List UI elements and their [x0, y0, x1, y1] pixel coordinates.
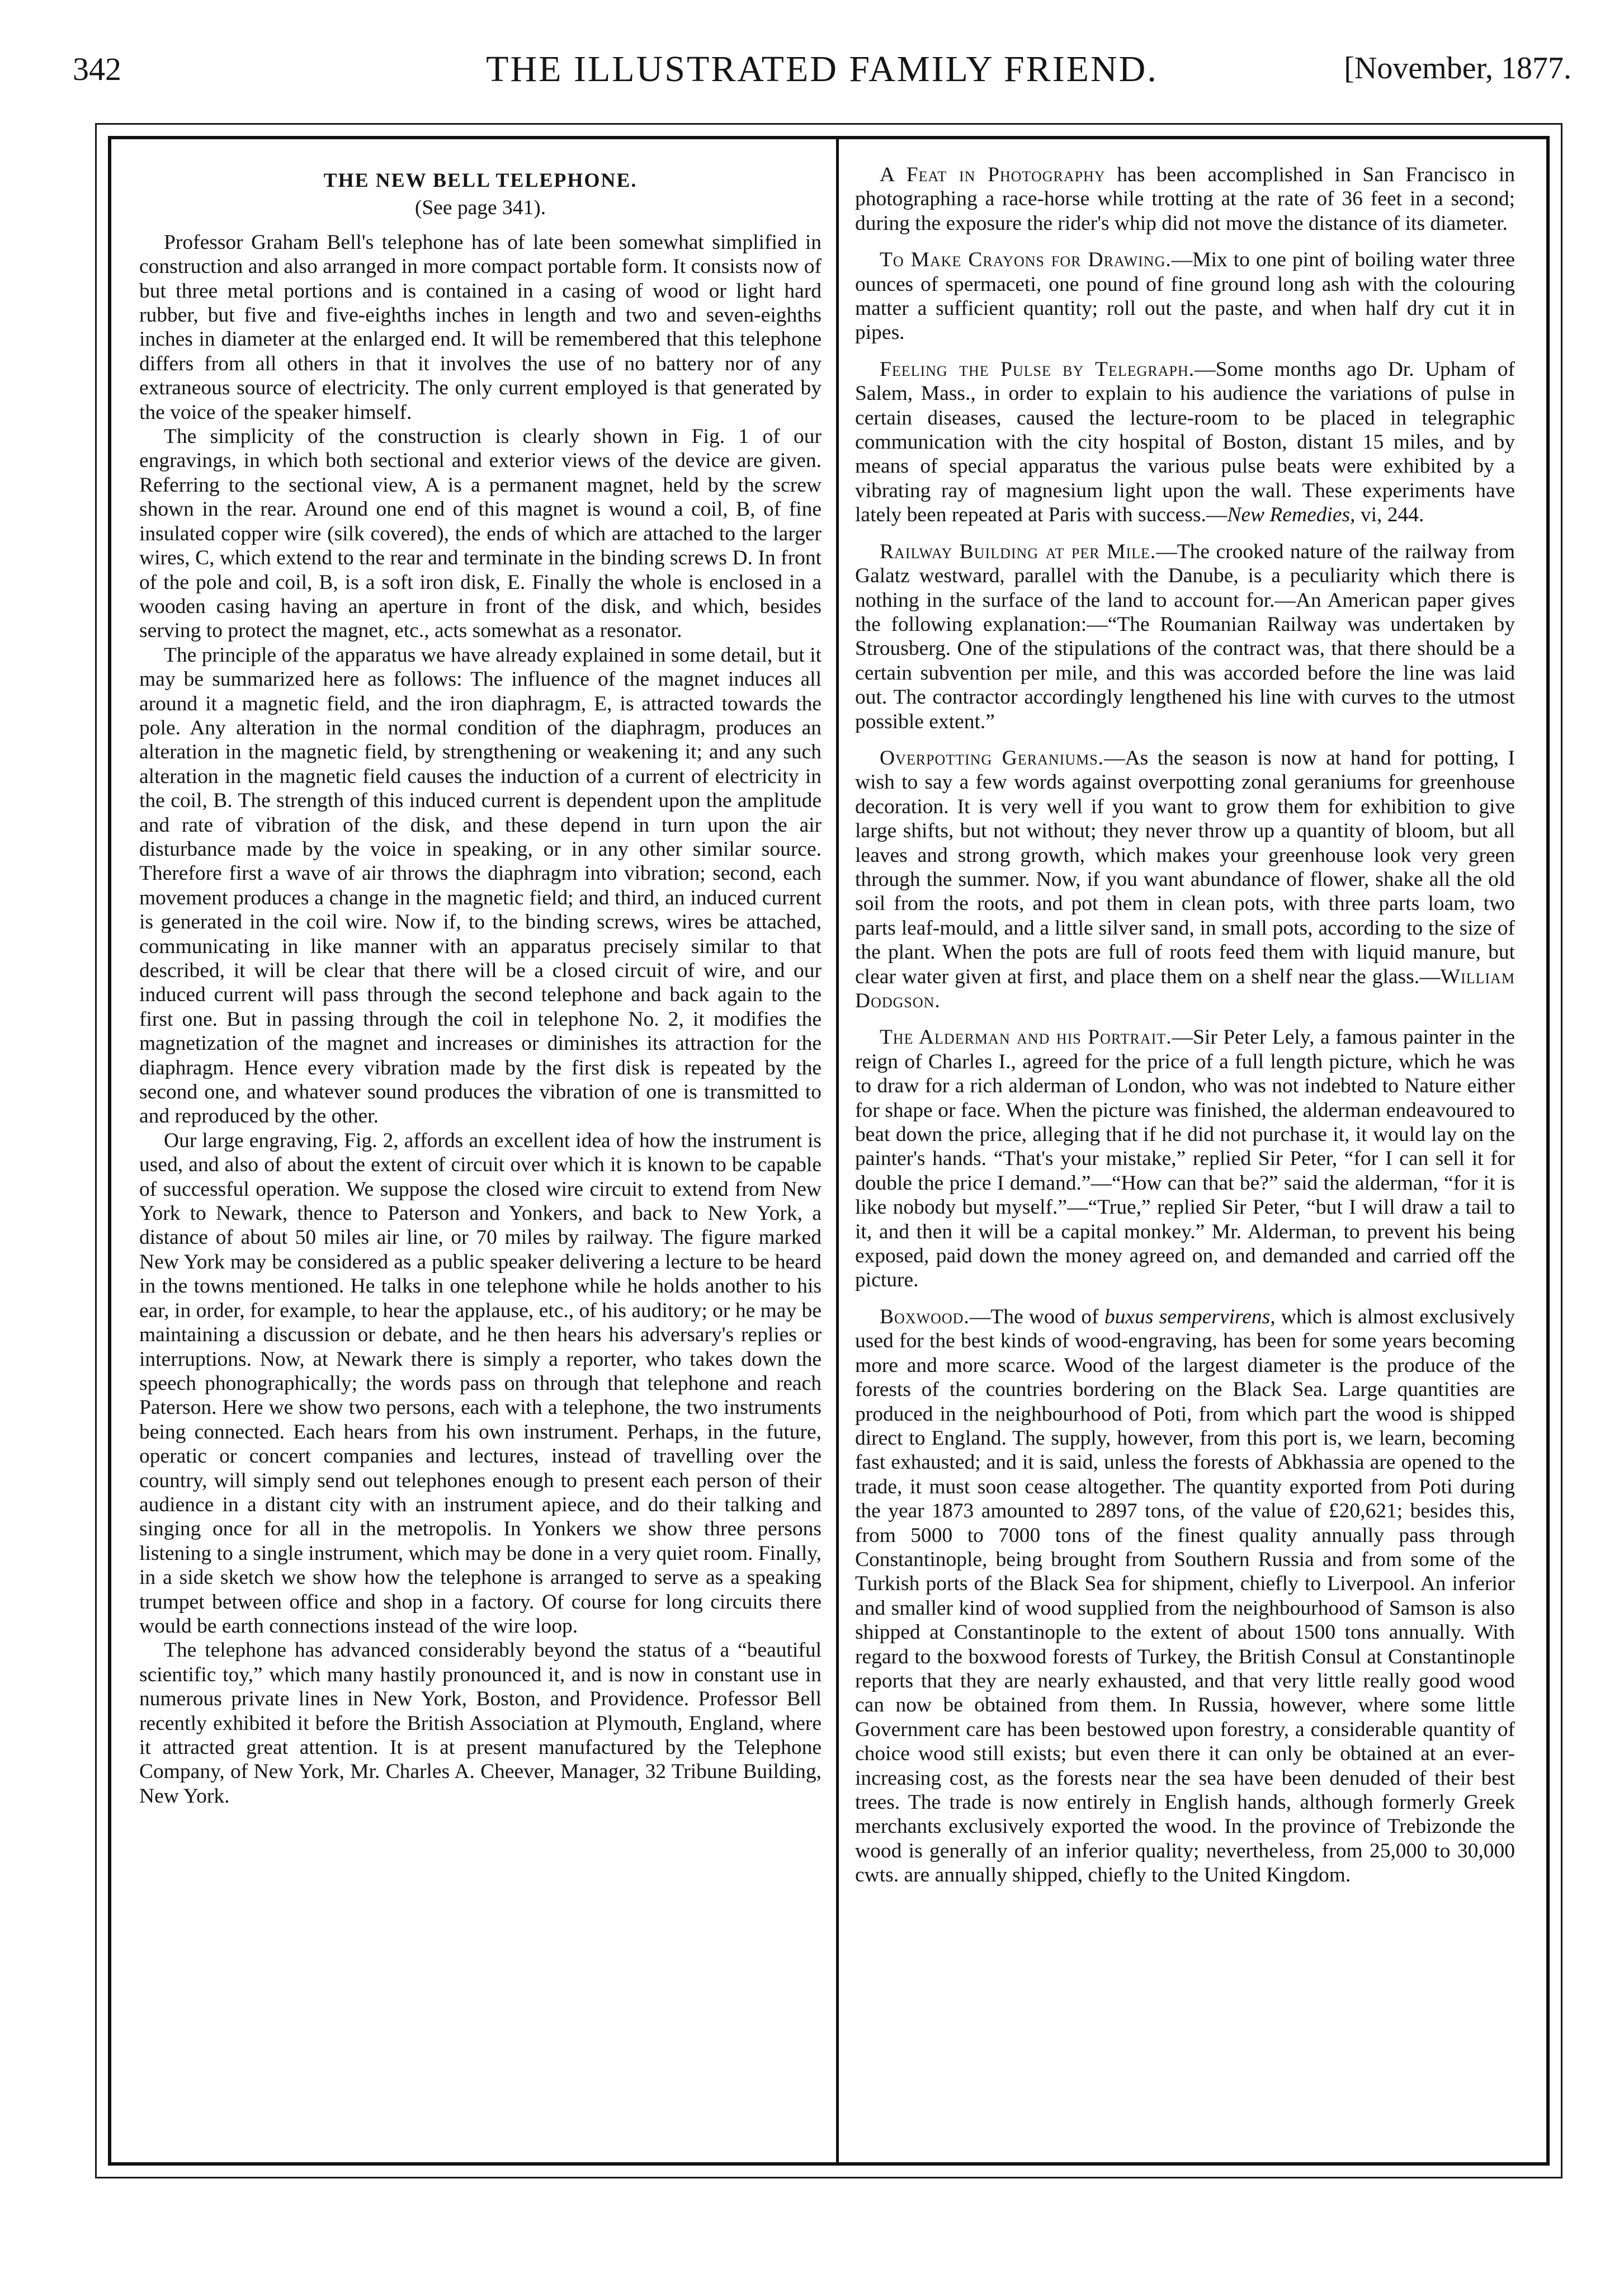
item-lead: Railway Building at per Mile. — [880, 540, 1156, 563]
article-paragraph-2: The simplicity of the construction is clearly shown in Fig. 1 of our engravings, in which both sectional and exterior views of the device are given. Referring to the sectional view, A is a permanent magnet, held by the screw shown in the rear. Around one end of this magnet is wound a coil, B, of fine insulated copper wire (silk covered), the ends of which are attached to the larger wires, C, which extend to the rear and terminate in the binding screws D. In front of the pole and coil, B, is a soft iron disk, E. Finally the whole is enclosed in a wooden casing having an aperture in front of the disk, and which, besides serving to protect the magnet, etc., acts somewhat as a resonator. — [139, 425, 822, 643]
item-lead: Boxwood. — [880, 1305, 970, 1328]
item-text-tail: which is almost exclusively used for the best kinds of wood-engraving, has been for some years becoming more and more scarce. Wood of the largest diameter is the produce of the forests of the countries bordering on the Black Sea. Large quantities are produced in the neighbourhood of Poti, from which part the wood is shipped direct to England. The supply, however, from this port is, we learn, becoming fast exhausted; and it is said, unless the forests of Abkhassia are opened to the trade, it must soon cease altogether. The quantity exported from Poti during the year 1873 amounted to 2897 tons, of the value of £20,621; besides this, from 5000 to 7000 tons of the finest quality annually pass through Constantinople, being brought from Southern Russia and from some of the Turkish ports of the Black Sea for shipment, chiefly to Liverpool. An inferior and smaller kind of wood supplied from the neighbourhood of Samson is also shipped at Constantinople to the extent of about 1500 tons annually. With regard to the boxwood forests of Turkey, the British Consul at Constantinople reports that they are nearly exhausted, and that very little really good wood can now be obtained from them. In Russia, however, where some little Government care has been bestowed upon forestry, a considerable quantity of choice wood still exists; but even there it can only be obtained at an ever-increasing cost, as the forests near the sea have been denuded of their best trees. The trade is now entirely in English hands, although formerly Greek merchants exclusively exported the wood. In the province of Trebizonde the wood is generally of an inferior quality; nevertheless, from 25,000 to 30,000 cwts. are annually shipped, chiefly to the United Kingdom. — [855, 1305, 1515, 1887]
page-frame-inner — [108, 136, 1550, 2166]
item-pulse-telegraph — [855, 357, 1515, 527]
item-text: —The crooked nature of the railway from Galatz westward, parallel with the Danube, is a peculiarity which there is nothing in the surface of the land to account for.—An American paper gives the following explanation:—“The Roumanian Railway was undertaken by Strousberg. One of the stipulations of the contract was, that there should be a certain subvention per mile, and this was accorded before the line was laid out. The contractor accordingly lengthened his line with curves to the utmost possible extent.” — [855, 540, 1515, 733]
page-frame — [95, 123, 1562, 2178]
item-lead: To Make Crayons for Drawing. — [880, 248, 1172, 272]
item-signature: William Dodgson. — [855, 965, 1515, 1012]
running-title: THE ILLUSTRATED FAMILY FRIEND. — [486, 49, 1158, 89]
left-column — [139, 163, 822, 2145]
item-lead: The Alderman and his Portrait. — [880, 1026, 1172, 1049]
item-text: —The wood of — [969, 1305, 1104, 1328]
item-railway — [855, 540, 1515, 734]
article-title: THE NEW BELL TELEPHONE. — [323, 169, 638, 191]
page-number: 342 — [73, 51, 121, 87]
page-header — [73, 50, 1571, 101]
item-lead: Feeling the Pulse by Telegraph. — [880, 357, 1195, 381]
article-subtitle: (See page 341). — [414, 196, 546, 220]
item-boxwood — [855, 1305, 1515, 1888]
issue-date: [November, 1877. — [1344, 51, 1571, 86]
item-crayons — [855, 248, 1515, 345]
item-text: —Some months ago Dr. Upham of Salem, Mass., in order to explain to his audience the variations of pulse in certain diseases, caused the lecture-room to be placed in telegraphic communication with the city hospital of Boston, distant 15 miles, and by means of special apparatus the various pulse beats were exhibited by a vibrating ray of magnesium light upon the wall. These experiments have lately been repeated at Paris with success.— — [855, 357, 1515, 527]
article-paragraph-4: Our large engraving, Fig. 2, affords an excellent idea of how the instrument is used, and also of about the extent of circuit over which it is known to be capable of successful operation. We suppose the closed wire circuit to extend from New York to Newark, thence to Paterson and Yonkers, and back to New York, a distance of about 50 miles air line, or 70 miles by railway. The figure marked New York may be considered as a public speaker delivering a lecture to be heard in the towns mentioned. He talks in one telephone while he holds another to his ear, in order, for example, to hear the applause, etc., of his auditory; or he may be maintaining a discussion or debate, and he then hears his adversary's replies or interruptions. Now, at Newark there is simply a reporter, who takes down the speech phonographically; the words pass on through that telephone and reach Paterson. Here we show two persons, each with a telephone, the two instruments being connected. Each hears from his own instrument. Perhaps, in the future, operatic or concert companies and lectures, instead of travelling over the country, will simply send out telephones enough to present each person of their audience in a distant city with an instrument apiece, and do their talking and singing once for all in the metropolis. In Yonkers we show three persons listening to a single instrument, which may be done in a very quiet room. Finally, in a side sketch we show how the telephone is arranged to serve as a speaking trumpet between office and shop in a factory. Of course for long circuits there would be earth connections instead of the wire loop. — [139, 1129, 822, 1638]
item-text-tail: vi, 244. — [1355, 503, 1424, 527]
item-geraniums — [855, 746, 1515, 1013]
item-lead: A Feat in Photography — [880, 163, 1106, 186]
item-photography — [855, 163, 1515, 235]
article-paragraph-3: The principle of the apparatus we have already explained in some detail, but it may be summarized here as follows: The influence of the magnet induces all around it a magnetic field, and the iron diaphragm, E, is attracted towards the pole. Any alteration in the normal condition of the diaphragm, produces an alteration in the magnetic field, by strengthening or weakening it; and any such alteration in the magnetic field causes the induction of a current of electricity in the coil, B. The strength of this induced current is dependent upon the amplitude and rate of vibration of the disk, and these depend in turn upon the air disturbance made by the voice in speaking, or in any other similar source. Therefore first a wave of air throws the diaphragm into vibration; second, each movement produces a change in the magnetic field; and third, an induced current is generated in the coil wire. Now if, to the binding screws, wires be attached, communicating in like manner with an apparatus precisely similar to that described, it will be clear that there will be a closed circuit of wire, and our induced current will pass through the second telephone and back again to the first one. But in passing through the coil in telephone No. 2, it modifies the magnetization of the magnet and increases or diminishes its attraction for the diaphragm. Hence every vibration made by the first disk is repeated by the second one, and whatever sound produces the vibration of one is transmitted to and reproduced by the other. — [139, 643, 822, 1128]
item-text: —Sir Peter Lely, a famous painter in the reign of Charles I., agreed for the price of a full length picture, which he was to draw for a rich alderman of London, who was not indebted to Nature either for shape or face. When the picture was finished, the alderman endeavoured to beat down the price, alleging that if he did not purchase it, it would lay on the painter's hands. “That's your mistake,” replied Sir Peter, “for I can sell it for double the price I demand.”—“How can that be?” said the alderman, “for it is like nobody but myself.”—“True,” replied Sir Peter, “but I will draw a tail to it, and then it will be a capital monkey.” Mr. Alderman, to prevent his being exposed, paid down the money agreed on, and demanded and carried off the picture. — [855, 1026, 1515, 1292]
item-text: has been accomplished in San Francisco in photographing a race-horse while trotting at the rate of 36 feet in a second; during the exposure the rider's whip did not move the distance of its diameter. — [855, 163, 1515, 235]
item-alderman — [855, 1025, 1515, 1292]
right-column — [855, 163, 1515, 2145]
item-text: —As the season is now at hand for potting, I wish to say a few words against overpotting zonal geraniums for greenhouse decoration. It is very well if you want to grow them for exhibition to give large shifts, but not without; they never throw up a quantity of bloom, but all leaves and strong growth, which makes your greenhouse look very green through the summer. Now, if you want abundance of flower, shake all the old soil from the roots, and pot them in clean pots, with three parts loam, two parts leaf-mould, and a little silver sand, in small pots, according to the size of the plant. When the pots are full of roots feed them with liquid manure, but clear water given at first, and place them on a shelf near the glass.— — [855, 746, 1515, 988]
column-divider — [836, 139, 839, 2162]
item-lead: Overpotting Geraniums. — [880, 746, 1104, 770]
item-source: New Remedies, — [1227, 503, 1356, 527]
item-species: buxus sempervirens, — [1104, 1305, 1276, 1328]
item-text: —Mix to one pint of boiling water three ounces of spermaceti, one pound of fine ground long ash with the colouring matter a sufficient quantity; roll out the paste, and when half dry cut it in pipes. — [855, 248, 1515, 345]
article-paragraph-5: The telephone has advanced considerably beyond the status of a “beautiful scientific toy,” which many hastily pronounced it, and is now in constant use in numerous private lines in New York, Boston, and Providence. Professor Bell recently exhibited it before the British Association at Plymouth, England, where it attracted great attention. It is at present manufactured by the Telephone Company, of New York, Mr. Charles A. Cheever, Manager, 32 Tribune Building, New York. — [139, 1639, 822, 1808]
article-paragraph-1: Professor Graham Bell's telephone has of late been somewhat simplified in construction and also arranged in more compact portable form. It consists now of but three metal portions and is contained in a casing of wood or light hard rubber, but five and five-eighths inches in length and two and seven-eighths inches in diameter at the enlarged end. It will be remembered that this telephone differs from all others in that it involves the use of no battery nor of any extraneous source of electricity. The only current employed is that generated by the voice of the speaker himself. — [139, 230, 822, 424]
